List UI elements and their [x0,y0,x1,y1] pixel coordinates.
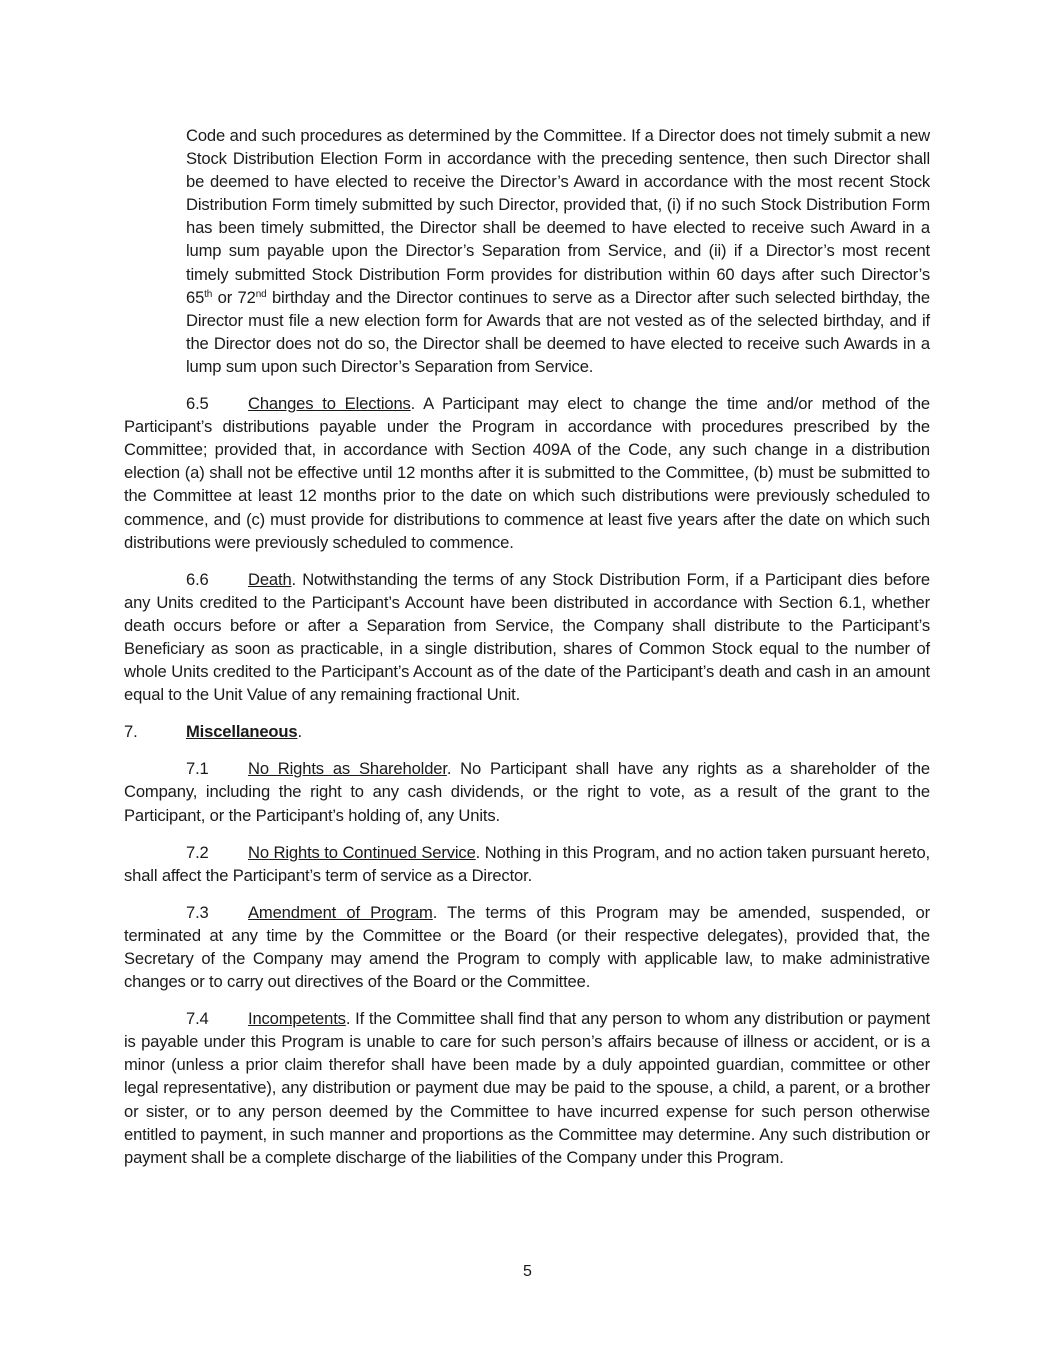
section-body: . Notwithstanding the terms of any Stock Distribution Form, if a Participant dies before any Units credited to the Participant’s Account have been distributed in accordance with Section 6.1, whether death occurs before or after a Separation from Service, the Company shall distribute to the Participant’s Beneficiary as soon as practicable, in a single distribution, shares of Common Stock equal to the number of whole Units credited to the Participant’s Account as of the date of the Participant’s death and cash in an amount equal to the Unit Value of any remaining fractional Unit. [124,569,930,705]
section-number: 7.4 [186,1009,209,1029]
continued-text-part2: or 72 [212,287,256,307]
section-body: . The terms of this Program may be amended, suspended, or terminated at any time by the Committee or the Board (or their respective delegates), provided that, the Secretary of the Company may amend the Program to comply with applicable law, to make administrative changes or to carry out directives of the Board or the Committee. [124,902,930,992]
section-body: . No Participant shall have any rights as a shareholder of the Company, including the right to any cash dividends, or the right to vote, as a result of the grant to the Participant, or the Participant’s holding of, any Units. [124,759,930,825]
section-number: 6.5 [186,394,209,414]
article-7-heading [124,720,930,743]
section-7-3 [124,901,930,993]
section-number: 6.6 [186,569,209,589]
section-number: 7.3 [186,902,209,922]
section-title: No Rights as Shareholder [248,759,447,779]
continued-text-part3: birthday and the Director continues to serve as a Director after such selected birthday, the Director must file a new election form for Awards that are not vested as of the selected birthday, and if the Director does not do so, the Director shall be deemed to have elected to receive such Awards in a lump sum upon such Director’s Separation from Service. [186,287,930,376]
section-title: Changes to Elections [248,394,411,414]
section-7-1 [124,757,930,826]
article-title-suffix: . [297,722,302,742]
section-7-2 [124,841,930,887]
page-body [124,124,930,1183]
section-7-4 [124,1007,930,1169]
page-number: 5 [523,1263,532,1280]
ordinal-superscript-1: th [204,288,213,300]
section-6-5 [124,392,930,554]
continued-text-part1: Code and such procedures as determined by the Committee. If a Director does not timely submit a new Stock Distribution Election Form in accordance with the preceding sentence, then such Director shall be deemed to have elected to receive the Director’s Award in accordance with the most recent Stock Distribution Form timely submitted by such Director, provided that, (i) if no such Stock Distribution Form has been timely submitted, the Director shall be deemed to have elected to receive such Award in a lump sum payable upon the Director’s Separation from Service, and (ii) if a Director’s most recent timely submitted Stock Distribution Form provides for distribution within 60 days after such Director’s 65 [186,126,930,307]
section-number: 7.2 [186,842,209,862]
section-body: . Nothing in this Program, and no action taken pursuant hereto, shall affect the Participant’s term of service as a Director. [124,842,930,885]
section-title: Death [248,569,292,589]
article-number: 7. [124,722,138,742]
section-body: . A Participant may elect to change the time and/or method of the Participant’s distributions payable under the Program in accordance with procedures prescribed by the Committee; provided that, in accordance with Section 409A of the Code, any such change in a distribution election (a) shall not be effective until 12 months after it is submitted to the Committee, (b) must be submitted to the Committee at least 12 months prior to the date on which such distributions were previously scheduled to commence, and (c) must provide for distributions to commence at least five years after the date on which such distributions were previously scheduled to commence. [124,394,930,552]
section-6-6 [124,568,930,707]
section-title: No Rights to Continued Service [248,842,476,862]
article-title: Miscellaneous [186,722,298,742]
ordinal-superscript-2: nd [255,288,267,300]
continued-paragraph [186,124,930,378]
section-number: 7.1 [186,759,209,779]
section-title: Amendment of Program [248,902,433,922]
section-body: . If the Committee shall find that any person to whom any distribution or payment is payable under this Program is unable to care for such person’s affairs because of illness or accident, or is a minor (unless a prior claim therefor shall have been made by a duly appointed guardian, committee or other legal representative), any distribution or payment due may be paid to the spouse, a child, a parent, or a brother or sister, or to any person deemed by the Committee to have incurred expense for such person otherwise entitled to payment, in such manner and proportions as the Committee may determine. Any such distribution or payment shall be a complete discharge of the liabilities of the Company under this Program. [124,1009,930,1167]
section-title: Incompetents [248,1009,346,1029]
